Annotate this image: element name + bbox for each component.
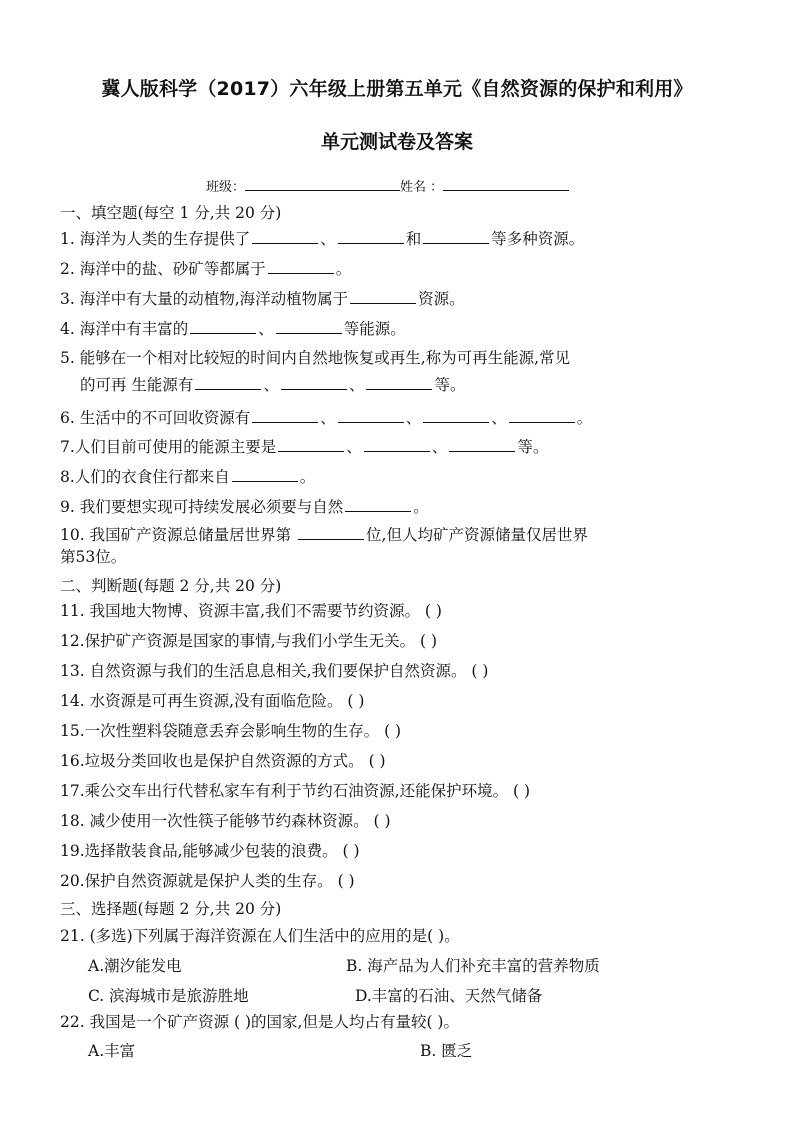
answer-blank[interactable] <box>449 437 515 452</box>
class-field[interactable] <box>245 178 400 191</box>
question-22-stem: 22. 我国是一个矿产资源 ( )的国家,但是人均占有量较( )。 <box>60 1013 459 1031</box>
question-1: 1. 海洋为人类的生存提供了 、 和 等多种资源。 <box>60 230 585 248</box>
answer-blank[interactable] <box>190 319 256 334</box>
question-18: 18. 减少使用一次性筷子能够节约森林资源。 ( ) <box>60 812 391 830</box>
section-heading-multiple-choice: 三、选择题(每题 2 分,共 20 分) <box>60 900 282 918</box>
question-22-option-a: A.丰富 <box>88 1042 136 1060</box>
question-6: 6. 生活中的不可回收资源有 、 、 、 。 <box>60 409 593 427</box>
question-12: 12.保护矿产资源是国家的事情,与我们小学生无关。 ( ) <box>60 632 438 650</box>
document-title: 冀人版科学（2017）六年级上册第五单元《自然资源的保护和利用》 <box>101 78 693 100</box>
question-2: 2. 海洋中的盐、砂矿等都属于 。 <box>60 260 352 278</box>
question-17: 17.乘公交车出行代替私家车有利于节约石油资源,还能保护环境。 ( ) <box>60 782 531 800</box>
class-label: 班级： <box>206 180 246 195</box>
document-subtitle: 单元测试卷及答案 <box>320 131 473 153</box>
answer-blank[interactable] <box>252 229 318 244</box>
answer-blank[interactable] <box>345 497 411 512</box>
question-21-option-c: C. 滨海城市是旅游胜地 <box>88 987 249 1005</box>
question-19: 19.选择散装食品,能够减少包装的浪费。 ( ) <box>60 842 360 860</box>
question-15: 15.一次性塑料袋随意丢弃会影响生物的生存。 ( ) <box>60 722 402 740</box>
question-10-line-2: 第53位。 <box>60 548 127 566</box>
section-heading-true-false: 二、判断题(每题 2 分,共 20 分) <box>60 577 282 595</box>
answer-blank[interactable] <box>232 467 298 482</box>
question-14: 14. 水资源是可再生资源,没有面临危险。 ( ) <box>60 692 365 710</box>
question-5-line-1: 5. 能够在一个相对比较短的时间内自然地恢复或再生,称为可再生能源,常见 <box>60 349 571 367</box>
answer-blank[interactable] <box>298 525 364 540</box>
question-16: 16.垃圾分类回收也是保护自然资源的方式。 ( ) <box>60 752 386 770</box>
question-20: 20.保护自然资源就是保护人类的生存。 ( ) <box>60 872 355 890</box>
question-9: 9. 我们要想实现可持续发展必须要与自然 。 <box>60 498 429 516</box>
answer-blank[interactable] <box>252 408 318 423</box>
answer-blank[interactable] <box>338 408 404 423</box>
question-4: 4. 海洋中有丰富的 、 等能源。 <box>60 320 406 338</box>
student-info-line <box>206 176 569 195</box>
section-heading-fill-blank: 一、填空题(每空 1 分,共 20 分) <box>60 204 282 222</box>
answer-blank[interactable] <box>423 229 489 244</box>
question-21-option-a: A.潮汐能发电 <box>88 957 182 975</box>
name-field[interactable] <box>443 178 569 191</box>
question-11: 11. 我国地大物博、资源丰富,我们不需要节约资源。 ( ) <box>60 602 442 620</box>
question-7: 7.人们目前可使用的能源主要是 、 、 等。 <box>60 438 549 456</box>
question-5-line-2: 的可再 生能源有 、 、 等。 <box>80 376 466 394</box>
answer-blank[interactable] <box>364 437 430 452</box>
name-label: 姓名 ： <box>400 180 444 195</box>
question-8: 8.人们的衣食住行都来自 。 <box>60 468 316 486</box>
question-22-option-b: B. 匮乏 <box>420 1042 473 1060</box>
answer-blank[interactable] <box>276 319 342 334</box>
question-21-option-b: B. 海产品为人们补充丰富的营养物质 <box>346 957 600 975</box>
answer-blank[interactable] <box>366 375 432 390</box>
question-10-line-1: 10. 我国矿产资源总储量居世界第 位,但人均矿产资源储量仅居世界 <box>60 526 588 544</box>
answer-blank[interactable] <box>268 259 334 274</box>
answer-blank[interactable] <box>195 375 261 390</box>
answer-blank[interactable] <box>423 408 489 423</box>
answer-blank[interactable] <box>338 229 404 244</box>
answer-blank[interactable] <box>509 408 575 423</box>
question-13: 13. 自然资源与我们的生活息息相关,我们要保护自然资源。 ( ) <box>60 662 489 680</box>
answer-blank[interactable] <box>350 289 416 304</box>
question-21-option-d: D.丰富的石油、天然气储备 <box>355 987 543 1005</box>
answer-blank[interactable] <box>278 437 344 452</box>
question-3: 3. 海洋中有大量的动植物,海洋动植物属于 资源。 <box>60 290 465 308</box>
answer-blank[interactable] <box>281 375 347 390</box>
question-21-stem: 21. (多选)下列属于海洋资源在人们生活中的应用的是( )。 <box>60 927 460 945</box>
